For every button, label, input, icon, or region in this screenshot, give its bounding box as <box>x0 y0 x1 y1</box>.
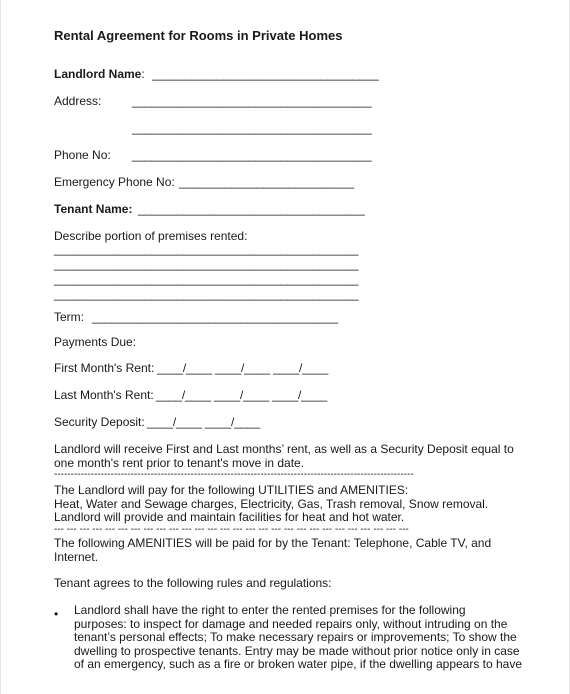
address-label: Address: <box>54 94 102 108</box>
term-field[interactable]: ______________________________________ <box>92 310 339 324</box>
security-deposit-field[interactable]: ____/____ ____/____ <box>147 415 260 429</box>
utilities-line: Landlord will provide and maintain facilities for heat and hot water. <box>54 510 405 525</box>
security-deposit-label: Security Deposit: <box>54 415 145 429</box>
bullet-line: tenant’s personal effects; To make necessary repairs or improvements; To show the <box>74 630 517 645</box>
landlord-name-field[interactable]: ___________________________________ <box>152 67 379 81</box>
address-field-2[interactable]: _____________________________________ <box>132 121 372 135</box>
bullet-line: dwelling to prospective tenants. Entry may be made without prior notice only in case <box>74 643 520 658</box>
first-rent-field[interactable]: ____/____ ____/____ ____/____ <box>157 361 329 375</box>
address-field-1[interactable]: _____________________________________ <box>132 94 372 108</box>
rules-intro: Tenant agrees to the following rules and regulations: <box>54 576 332 590</box>
tenant-name-label: Tenant Name: <box>54 202 133 216</box>
last-rent-label: Last Month's Rent: <box>54 388 154 402</box>
phone-label: Phone No: <box>54 148 111 162</box>
deposit-line: Landlord will receive First and Last months’ rent, as well as a Security Deposit equal to <box>54 442 514 456</box>
tenant-amenities-line: Internet. <box>54 549 99 564</box>
first-rent-label: First Month's Rent: <box>54 361 155 375</box>
term-label: Term: <box>54 310 84 324</box>
emergency-phone-label: Emergency Phone No: <box>54 175 175 189</box>
landlord-name-label <box>54 67 145 82</box>
bullet-icon: • <box>54 607 59 621</box>
tenant-amenities-line: The following AMENITIES will be paid for by the Tenant: Telephone, Cable TV, and <box>54 536 492 550</box>
emergency-phone-field[interactable]: ___________________________ <box>179 175 354 189</box>
landlord-name-colon: : <box>141 67 145 81</box>
section-divider: --- --- --- --- --- --- --- --- --- --- --- --- --- --- --- --- --- --- --- --- --- --- --- --- --- --- --- --- <box>54 524 409 535</box>
utilities-line: Heat, Water and Sewage charges, Electricity, Gas, Trash removal, Snow removal. <box>54 496 489 511</box>
landlord-name-label-text: Landlord Name <box>54 67 142 81</box>
utilities-line: The Landlord will pay for the following UTILITIES and AMENITIES: <box>54 483 409 497</box>
bullet-line: of an emergency, such as a fire or broken water pipe, if the dwelling appears to have <box>74 657 523 672</box>
describe-premises-line-4[interactable]: _______________________________________________ <box>54 287 359 301</box>
utilities-paragraph <box>54 484 524 525</box>
describe-premises-line-2[interactable]: _______________________________________________ <box>54 257 359 271</box>
bullet-line: Landlord shall have the right to enter the rented premises for the following <box>74 603 466 617</box>
last-rent-field[interactable]: ____/____ ____/____ ____/____ <box>156 388 328 402</box>
describe-premises-label: Describe portion of premises rented: <box>54 229 248 243</box>
document-title: Rental Agreement for Rooms in Private Homes <box>54 28 343 43</box>
describe-premises-line-1[interactable]: _______________________________________________ <box>54 242 359 256</box>
phone-field[interactable]: _____________________________________ <box>132 148 372 162</box>
deposit-line: one month's rent prior to tenant's move in date. <box>54 455 305 470</box>
describe-premises-line-3[interactable]: _______________________________________________ <box>54 272 359 286</box>
bullet-item <box>74 604 522 672</box>
tenant-name-field[interactable]: ___________________________________ <box>138 202 365 216</box>
bullet-line: purposes: to inspect for damage and needed repairs only, without intruding on the <box>74 616 508 631</box>
tenant-amenities-paragraph <box>54 537 524 564</box>
section-divider: ------------------------------------------------------------------------------------------------------------ <box>54 469 414 480</box>
payments-due-label: Payments Due: <box>54 335 137 349</box>
